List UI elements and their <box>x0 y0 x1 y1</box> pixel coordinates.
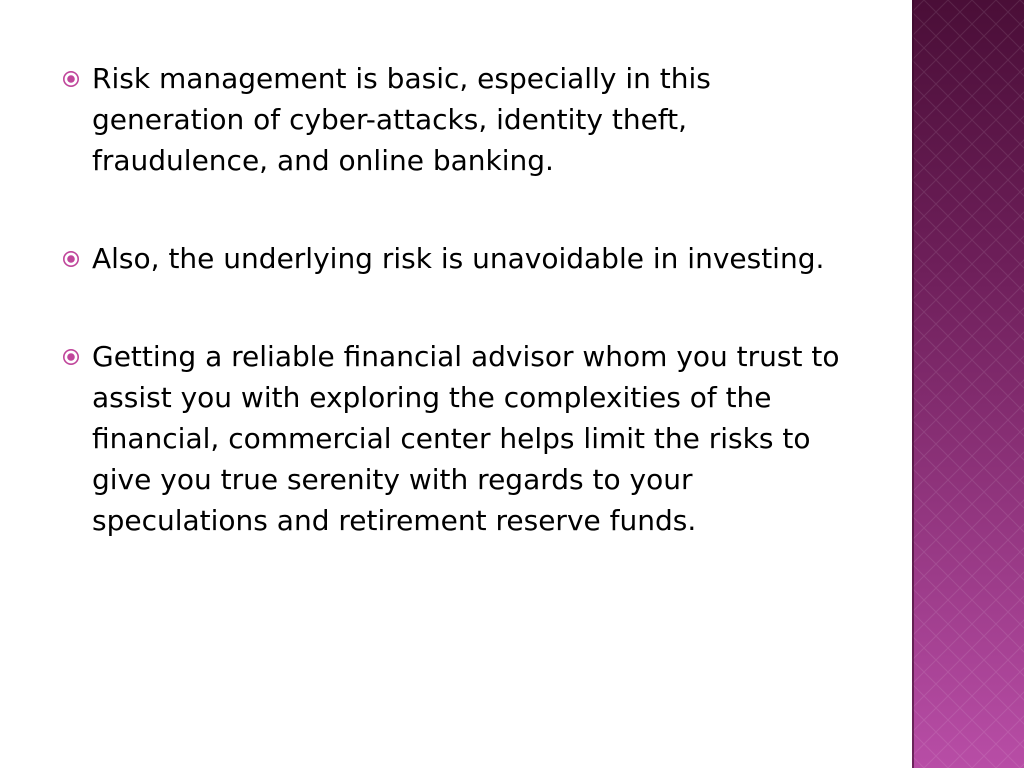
bullet-item <box>62 58 862 181</box>
decorative-sidebar <box>912 0 1024 768</box>
sidebar-pattern <box>912 0 1024 768</box>
bullet-text: Risk management is basic, especially in this generation of cyber-attacks, identity theft, fraudulence, and online banking. <box>92 62 711 177</box>
bullet-text: Getting a reliable financial advisor whom you trust to assist you with exploring the complexities of the financial, commercial center helps limit the risks to give you true serenity with regards to your speculations and retirement reserve funds. <box>92 340 840 537</box>
circled-dot-icon <box>62 250 80 268</box>
circled-dot-icon <box>62 70 80 88</box>
bullet-item <box>62 238 862 279</box>
circled-dot-icon <box>62 348 80 366</box>
bullet-item <box>62 336 862 541</box>
bullet-list <box>62 58 862 541</box>
bullet-text: Also, the underlying risk is unavoidable in investing. <box>92 242 825 275</box>
